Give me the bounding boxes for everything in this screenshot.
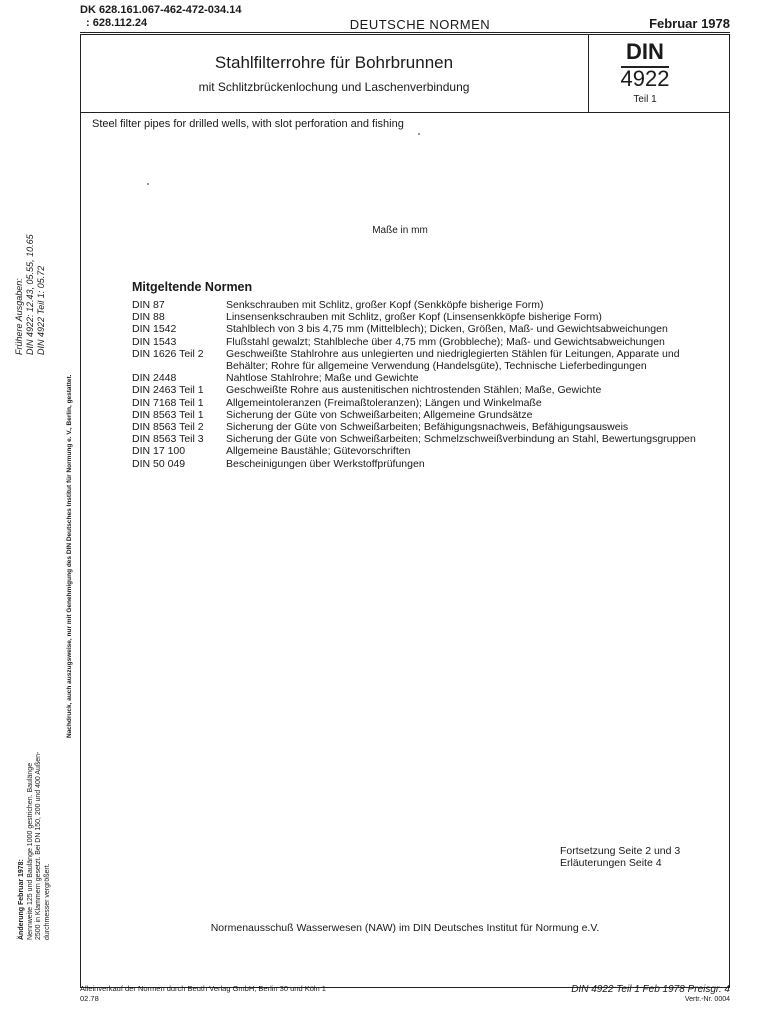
print-code: 02.78 [80,994,99,1003]
english-title: Steel filter pipes for drilled wells, with slot perforation and fishing [92,118,404,130]
issue-date: Februar 1978 [649,16,730,31]
footer-order-number: Vertr.-Nr. 0004 [684,996,730,1003]
title-separator [80,112,730,113]
reference-code: DIN 8563 Teil 2 [132,421,204,434]
change-note-line3: durchmesser vergrößert. [43,863,51,940]
change-note [18,752,52,940]
reference-title: Allgemeine Baustähle; Gütevorschriften [226,445,411,458]
reference-code: DIN 87 [132,299,165,311]
series-label: DEUTSCHE NORMEN [349,17,491,32]
reference-row [132,372,712,384]
earlier-editions-line2: DIN 4922 Teil 1: 05.72 [36,265,46,355]
footer-sales [80,984,326,1004]
document-title: Stahlfilterrohre für Bohrbrunnen [214,53,454,72]
reference-title: Sicherung der Güte von Schweißarbeiten; Befähigungsnachweis, Befähigungsausweis [226,421,629,434]
standard-number: 4922 [620,66,670,91]
explanations-page: Erläuterungen Seite 4 [560,857,662,869]
scan-speck [147,183,149,185]
dk-classification-line2: : 628.112.24 [86,17,148,29]
dk-classification-line1: DK 628.161.067-462-472-034.14 [80,4,242,16]
reference-title: Geschweißte Rohre aus austenitischen nichtrostenden Stählen; Maße, Gewichte [226,384,602,397]
standard-part: Teil 1 [633,94,657,105]
title-divider [588,34,589,112]
reference-title: Linsensenkschrauben mit Schlitz, großer Kopf (Linsensenkköpfe bisherige Form) [226,311,602,324]
header-rule [80,32,730,33]
reference-row [132,323,712,335]
reference-code: DIN 1626 Teil 2 [132,347,204,360]
scan-speck [418,133,420,135]
reference-row [132,348,712,372]
reference-title: Nahtlose Stahlrohre; Maße und Gewichte [226,372,419,385]
reference-code: DIN 50 049 [132,457,186,470]
reference-code: DIN 7168 Teil 1 [132,396,204,409]
reference-title: Allgemeintoleranzen (Freimaßtoleranzen); Längen und Winkelmaße [226,396,542,409]
earlier-editions [14,234,47,355]
document-subtitle: mit Schlitzbrückenlochung und Laschenverbindung [198,80,470,94]
reference-title: Sicherung der Güte von Schweißarbeiten; Schmelzschweißverbindung an Stahl, Bewertungsgruppen [226,433,696,446]
reference-title: Stahlblech von 3 bis 4,75 mm (Mittelblech); Dicken, Größen, Maß- und Gewichtsabweichungen [226,323,668,336]
reference-code: DIN 88 [132,311,165,324]
reference-code: DIN 1543 [132,335,177,348]
sales-note: Alleinverkauf der Normen durch Beuth Verlag GmbH, Berlin 30 und Köln 1 [80,984,326,993]
change-note-line2: 2500 in Klammern gesetzt. Bei DN 150, 200 und 400 Außen- [35,751,42,940]
reference-row [132,421,712,433]
reference-row [132,397,712,409]
reference-code: DIN 1542 [132,323,177,336]
footer-doc-ref: DIN 4922 Teil 1 Feb 1978 Preisgr. 4 [571,984,730,995]
references-heading: Mitgeltende Normen [132,280,253,294]
references-list [132,299,712,470]
reference-row [132,299,712,311]
reference-row [132,458,712,470]
reference-title: Geschweißte Stahlrohre aus unlegierten und niedriglegierten Stählen für Leitungen, Apparate und Behälter; Rohre für allgemeine Verwendung (Handelsgüte), Technische Lieferbedingungen [226,347,680,373]
continuation-note [560,845,720,869]
reference-title: Sicherung der Güte von Schweißarbeiten; Allgemeine Grundsätze [226,408,533,421]
change-note-heading: Änderung Februar 1978: [18,859,25,940]
din-logo: DIN [621,40,669,68]
reprint-notice: Nachdruck, auch auszugsweise, nur mit Genehmigung des DIN Deutsches Institut für Normung e. V., Berlin, gestattet. [66,374,73,738]
reference-row [132,311,712,323]
reference-row [132,433,712,445]
reference-title: Flußstahl gewalzt; Stahlbleche über 4,75 mm (Grobbleche); Maß- und Gewichtsabweichungen [226,335,665,348]
reference-title: Senkschrauben mit Schlitz, großer Kopf (Senkköpfe bisherige Form) [226,299,544,311]
reference-code: DIN 8563 Teil 3 [132,433,204,446]
dimensions-note: Maße in mm [372,225,428,236]
reference-code: DIN 8563 Teil 1 [132,408,204,421]
reference-title: Bescheinigungen über Werkstoffprüfungen [226,457,425,470]
continuation-pages: Fortsetzung Seite 2 und 3 [560,845,681,857]
reference-row [132,409,712,421]
change-note-line1: Nennweite 125 und Baulänge 1000 gestrichen. Baulänge [26,762,34,940]
earlier-editions-line1: DIN 4922: 12.43, 05.55, 10.65 [25,234,35,355]
reference-row [132,445,712,457]
reference-row [132,384,712,396]
reference-row [132,336,712,348]
earlier-editions-heading: Frühere Ausgaben: [14,278,24,355]
reference-code: DIN 17 100 [132,445,186,458]
committee-line: Normenausschuß Wasserwesen (NAW) im DIN Deutsches Institut für Normung e.V. [210,922,600,934]
reference-code: DIN 2448 [132,372,177,385]
reference-code: DIN 2463 Teil 1 [132,384,204,397]
